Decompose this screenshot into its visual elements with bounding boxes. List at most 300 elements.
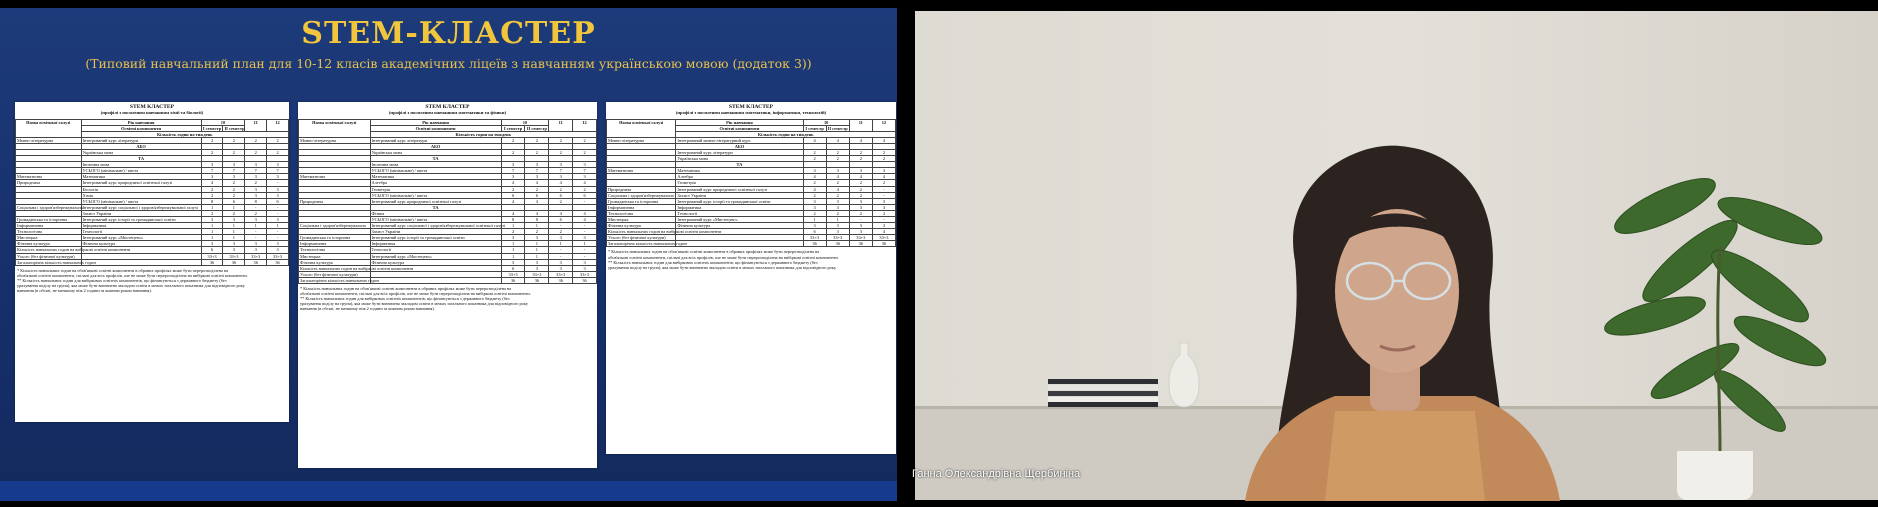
table-cell-area: Фізична культура: [607, 223, 676, 229]
table-cell-hours: -: [849, 217, 872, 223]
note-line: урахування поділу на групи), яка може бути визначена закладом освіти в межах загального показника для відповідного року.: [608, 264, 837, 270]
table-cell-hours: 6: [525, 192, 549, 198]
table-cell-hours: 3: [849, 223, 872, 229]
table-cell-hours: 4: [525, 180, 549, 186]
table-cell-area: Громадянська та історична: [299, 235, 371, 241]
table-cell-hours: 3: [573, 265, 597, 271]
table-cell-hours: 1: [223, 235, 245, 241]
table-cell-hours: 4: [849, 137, 872, 143]
table-cell-hours: 36: [201, 259, 223, 265]
table-cell-hours: 3: [267, 174, 289, 180]
table-cell-hours: 33+3: [525, 271, 549, 277]
table-cell-hours: 3: [849, 204, 872, 210]
column-header-semester-2: II семестр: [224, 125, 245, 131]
table-cell-hours: 1: [525, 247, 549, 253]
table-cell-hours: 2: [267, 137, 289, 143]
table-cell-component: АБО: [81, 143, 201, 149]
note-line: ** Кількість навчальних годин для вибіркових освітніх компонентів, що фінансуються з державного бюджету (без: [17, 277, 227, 283]
table-cell-hours: 3: [501, 174, 525, 180]
table-cell-hours: 2: [201, 186, 223, 192]
table-cell-hours: 6: [573, 192, 597, 198]
table-cell-hours: 36: [245, 259, 267, 265]
table-cell-component: Геометрія: [370, 186, 501, 192]
table-cell-hours: 3: [549, 174, 573, 180]
table-cell-component: Іноземна мова: [81, 162, 201, 168]
slide-bottom-band: [0, 481, 897, 501]
table-row: [16, 259, 289, 265]
table-cell-component: Інформатика: [81, 223, 201, 229]
table-cell-hours: 3: [245, 162, 267, 168]
table-cell-component: Українська мова: [676, 156, 803, 162]
table-cell-hours: 7: [525, 168, 549, 174]
column-header-area: Назва освітньої галузі: [299, 119, 371, 137]
table-cell-hours: 1: [803, 217, 826, 223]
table-cell-hours: 2: [826, 149, 849, 155]
table-cell-hours: 1: [223, 229, 245, 235]
table-cell-hours: 3: [573, 174, 597, 180]
table-cell-component: Захист України: [370, 229, 501, 235]
table-cell-hours: 6: [549, 217, 573, 223]
table-cell-hours: 4: [573, 180, 597, 186]
table-cell-hours: 3: [201, 241, 223, 247]
table-cell-component: Технології: [370, 247, 501, 253]
table-cell-hours: 1: [267, 223, 289, 229]
table-cell-hours: 3: [549, 259, 573, 265]
table-cell-hours: 3: [803, 204, 826, 210]
table-cell-component: Інтегрований курс «Мистецтво»: [81, 235, 201, 241]
table-cell-hours: 4: [872, 174, 895, 180]
table-cell-hours: 33+3: [573, 271, 597, 277]
table-cell-hours: 3: [525, 259, 549, 265]
table-cell-hours: 2: [849, 156, 872, 162]
table-cell-component: ТА: [370, 156, 501, 162]
table-cell-area: Природнича: [607, 186, 676, 192]
table-cell-hours: 2: [849, 149, 872, 155]
table-cell-component: [370, 277, 501, 283]
table-cell-hours: 3: [573, 162, 597, 168]
table-cell-area: Соціальна і здоров'язбережувальна: [17, 204, 83, 210]
table-cell-hours: 1: [525, 223, 549, 229]
table-cell-hours: 4: [501, 180, 525, 186]
table-cell-hours: 2: [573, 149, 597, 155]
note-line: * Кількість навчальних годин на обов'язкові освітні компоненти в обраних профілях може бути перерозподілена на: [608, 249, 820, 255]
curriculum-table: [15, 119, 289, 266]
table-cell-hours: 36: [573, 277, 597, 283]
table-cell-hours: 3: [223, 241, 245, 247]
table-cell-hours: 3: [849, 198, 872, 204]
table-cell-hours: 2: [549, 186, 573, 192]
table-cell-hours: 1: [525, 241, 549, 247]
table-cell-hours: 2: [549, 229, 573, 235]
table-cell-hours: 7: [223, 168, 245, 174]
table-cell-hours: 1: [245, 223, 267, 229]
table-cell-hours: 4: [872, 229, 895, 235]
table-row: [607, 241, 896, 247]
column-header-area: Назва освітньої галузі: [607, 119, 676, 137]
table-cell-area: Мистецька: [299, 253, 371, 259]
table-cell-hours: 3: [525, 174, 549, 180]
table-cell-component: Інтегрований курс природничої освітньої галузі: [370, 198, 501, 204]
table-cell-hours: 2: [223, 192, 245, 198]
table-cell-hours: 33+3: [849, 235, 872, 241]
column-header-year-12: 12: [267, 119, 289, 131]
table-cell-area: Мистецька: [607, 217, 676, 223]
table-cell-hours: -: [549, 247, 573, 253]
shared-screen-slide: [0, 8, 897, 501]
table-cell-component: Алгебра: [370, 180, 501, 186]
slide-title: STEM-КЛАСТЕР: [301, 16, 596, 51]
table-cell-hours: 2: [826, 180, 849, 186]
table-cell-hours: 2: [872, 149, 895, 155]
table-cell-component: Інтегрований курс історії та громадянської освіти: [81, 217, 201, 223]
table-cell-hours: 2: [501, 229, 525, 235]
table-cell-hours: 7: [549, 168, 573, 174]
table-cell-hours: 4: [826, 186, 849, 192]
table-cell-hours: 3: [872, 204, 895, 210]
table-cell-component: Інтегрований курс «Мистецтво»: [370, 253, 501, 259]
table-cell-component: Хімія: [81, 192, 201, 198]
participant-name-label: Ганна Олександрівна Щербиніна: [912, 468, 1081, 480]
table-cell-hours: 2: [223, 137, 245, 143]
table-cell-hours: 2: [549, 137, 573, 143]
table-cell-hours: 3: [525, 265, 549, 271]
table-cell-component: Інтегрований курс соціальної і здоров'язбережувальної галузі: [81, 204, 201, 210]
table-cell-component: Інтегрований курс історії та громадянської освіти: [676, 198, 803, 204]
table-cell-component: ТА: [81, 156, 201, 162]
table-cell-hours: 3: [826, 168, 849, 174]
table-cell-hours: 8: [525, 217, 549, 223]
column-header-semester-1: I семестр: [803, 125, 826, 131]
table-cell-component: Інтегрований курс літератури: [81, 137, 201, 143]
table-cell-component: Інтегрований мовно-літературний курс: [676, 137, 803, 143]
table-cell-hours: 4: [525, 210, 549, 216]
table-cell-area: Громадянська та історична: [607, 198, 676, 204]
table-cell-hours: 3: [803, 168, 826, 174]
table-cell-hours: 3: [573, 235, 597, 241]
table-cell-hours: 3: [872, 198, 895, 204]
doc-notes: [15, 266, 289, 293]
table-cell-hours: 3: [525, 162, 549, 168]
curriculum-table-chemistry-biology: [15, 102, 289, 422]
table-cell-hours: 6: [803, 229, 826, 235]
participant-video-tile[interactable]: [915, 11, 1878, 500]
note-line: урахування поділу на групи), яка може бути визначена закладом освіти в межах загального показника для відповідного року: [17, 283, 245, 289]
curriculum-table: [606, 119, 896, 248]
table-cell-area: Математична: [299, 174, 371, 180]
table-cell-hours: 3: [826, 204, 849, 210]
table-cell-component: Біологія: [81, 186, 201, 192]
table-cell-hours: 3: [267, 241, 289, 247]
note-line: * Кількість навчальних годин на обов'язкові освітні компоненти в обраних профілях може бути перерозподілена на: [300, 286, 512, 292]
table-cell-hours: 2: [826, 192, 849, 198]
table-cell-hours: 3: [223, 174, 245, 180]
table-cell-hours: -: [872, 192, 895, 198]
table-cell-hours: 2: [267, 149, 289, 155]
table-cell-hours: 33+3: [872, 235, 895, 241]
table-cell-component: Фізична культура: [676, 223, 803, 229]
table-cell-hours: 3: [849, 229, 872, 235]
table-cell-hours: 3: [501, 162, 525, 168]
table-cell-hours: -: [872, 186, 895, 192]
table-cell-hours: 2: [872, 156, 895, 162]
books-stack: [1048, 379, 1158, 407]
table-cell-area: Кількість навчальних годин на вибіркові освітні компоненти: [17, 247, 131, 253]
table-cell-component: Інтегрований курс «Мистецтво»: [676, 217, 803, 223]
column-header-semester-2: II семестр: [827, 125, 848, 131]
table-cell-hours: 3: [245, 192, 267, 198]
doc-heading: STEM КЛАСТЕР: [425, 104, 470, 110]
table-cell-hours: 1: [573, 241, 597, 247]
participant-person-image: [1185, 141, 1605, 501]
table-cell-area: Мовно-літературна: [16, 137, 82, 143]
table-cell-hours: 2: [223, 149, 245, 155]
column-header-semester-2: II семестр: [526, 125, 547, 131]
table-cell-area: Фізична культура: [299, 259, 371, 265]
table-cell-hours: 2: [501, 186, 525, 192]
table-cell-hours: 6: [549, 192, 573, 198]
table-cell-area: Технологічна: [299, 247, 371, 253]
table-cell-hours: 6: [201, 247, 223, 253]
table-cell-component: АБО: [676, 143, 803, 149]
table-cell-component: Інтегрований курс природничої освітньої галузі: [81, 180, 201, 186]
table-cell-hours: 4: [826, 174, 849, 180]
table-cell-component: Інтегрований курс історії та громадянської освіти: [370, 235, 501, 241]
table-cell-area: Мистецька: [16, 235, 82, 241]
table-cell-hours: 2: [849, 186, 872, 192]
table-cell-area: Загальнорічна кількість навчальних годин: [608, 241, 687, 247]
slide-subtitle: (Типовий навчальний план для 10-12 класів академічних ліцеїв з навчанням українською мовою (додаток 3)): [85, 56, 812, 71]
table-cell-hours: 1: [201, 223, 223, 229]
table-cell-component: Захист України: [676, 192, 803, 198]
table-cell-component: Інтегрований курс природничої освітньої галузі: [676, 186, 803, 192]
note-line: обов'язкові освітні компоненти, спільні для всіх профілів, але не може бути перерозподілена на вибіркові освітні компоненти.: [608, 254, 839, 260]
table-cell-area: Усього (без фізичної культури): [16, 253, 82, 259]
table-cell-hours: 2: [872, 210, 895, 216]
note-line: обов'язкові освітні компоненти, спільні для всіх профілів, але не може бути перерозподілена на вибіркові освітні компоненти.: [300, 291, 531, 297]
table-cell-component: Інтегрований курс літератури: [676, 149, 803, 155]
table-cell-hours: -: [267, 229, 289, 235]
table-cell-hours: -: [549, 253, 573, 259]
plant-pot: [1677, 451, 1753, 500]
table-cell-hours: 1: [223, 223, 245, 229]
table-cell-hours: 36: [267, 259, 289, 265]
table-cell-hours: 8: [245, 198, 267, 204]
table-cell-hours: 3: [826, 229, 849, 235]
table-cell-hours: 33+3: [201, 253, 223, 259]
table-cell-hours: 3: [803, 198, 826, 204]
column-header-year-10: 10: [201, 119, 245, 125]
table-cell-hours: -: [267, 180, 289, 186]
table-cell-hours: 2: [245, 149, 267, 155]
table-cell-area: Усього (без фізичної культури): [607, 235, 676, 241]
table-cell-component: УСЬОГО (мінімальне) / квота: [81, 168, 201, 174]
table-cell-hours: 6: [501, 192, 525, 198]
table-cell-hours: 2: [201, 149, 223, 155]
table-cell-component: Інтегрований курс літератури: [370, 137, 501, 143]
table-cell-hours: 2: [849, 192, 872, 198]
table-cell-area: Мовно-літературна: [299, 137, 371, 143]
table-cell-area: Технологічна: [16, 229, 82, 235]
table-cell-area: Математична: [16, 174, 82, 180]
table-cell-hours: -: [549, 223, 573, 229]
table-cell-hours: 7: [245, 168, 267, 174]
table-cell-component: Інтегрований курс соціальної і здоров'язбережувальної освітньої галузі: [371, 223, 506, 229]
column-header-hours: Кількість годин на тиждень: [81, 131, 288, 137]
table-cell-component: АБО: [370, 143, 501, 149]
table-cell-hours: 4: [803, 174, 826, 180]
table-cell-hours: 36: [223, 259, 245, 265]
table-cell-hours: 2: [826, 210, 849, 216]
curriculum-table: [298, 119, 597, 285]
table-cell-hours: 2: [525, 229, 549, 235]
table-cell-hours: 3: [201, 162, 223, 168]
table-cell-component: Інформатика: [676, 204, 803, 210]
table-cell-hours: 36: [525, 277, 549, 283]
table-cell-hours: 2: [803, 156, 826, 162]
table-cell-hours: 2: [245, 137, 267, 143]
table-cell-hours: 2: [201, 210, 223, 216]
table-cell-hours: -: [267, 210, 289, 216]
note-line: ** Кількість навчальних годин для вибіркових освітніх компонентів, що фінансуються з державного бюджету (без: [608, 259, 818, 265]
table-cell-hours: 1: [201, 229, 223, 235]
table-cell-hours: 36: [872, 241, 895, 247]
table-cell-hours: 2: [245, 210, 267, 216]
plant-image: [1595, 166, 1845, 456]
table-cell-hours: 36: [849, 241, 872, 247]
table-cell-hours: 2: [549, 198, 573, 204]
table-cell-hours: 4: [826, 137, 849, 143]
table-cell-hours: 2: [803, 180, 826, 186]
table-cell-component: Технології: [81, 229, 201, 235]
doc-heading: STEM КЛАСТЕР: [129, 104, 175, 110]
table-cell-hours: 33+3: [549, 271, 573, 277]
column-header-year-11: 11: [245, 119, 267, 131]
table-cell-hours: 3: [245, 217, 267, 223]
doc-subheading: (профілі з посиленим навчанням математики та фізики): [388, 110, 507, 116]
note-line: * Кількість навчальних годин на обов'язкові освітні компоненти в обраних профілях може бути перерозподілена на: [17, 267, 229, 273]
table-cell-hours: 3: [525, 235, 549, 241]
table-cell-component: УСЬОГО (мінімальне) / квота: [370, 192, 501, 198]
table-cell-hours: -: [267, 204, 289, 210]
table-cell-component: УСЬОГО (мінімальне) / квота: [370, 217, 501, 223]
doc-notes: [298, 284, 597, 311]
table-cell-hours: 1: [525, 253, 549, 259]
column-header-area: Назва освітньої галузі: [16, 119, 82, 137]
table-cell-area: Інформатична: [299, 241, 371, 247]
table-cell-hours: 1: [201, 204, 223, 210]
table-cell-hours: 33+3: [826, 235, 849, 241]
table-cell-hours: 3: [549, 162, 573, 168]
table-cell-component: Математика: [370, 174, 501, 180]
table-cell-hours: -: [573, 223, 597, 229]
table-cell-hours: 2: [223, 186, 245, 192]
table-cell-area: Природнича: [16, 180, 82, 186]
note-line: урахування поділу на групи), яка може бути визначена закладом освіти в межах загального показника для відповідного року: [300, 301, 528, 307]
table-cell-hours: 2: [549, 149, 573, 155]
table-cell-area: Математична: [607, 168, 676, 174]
column-header-year: Рік навчання: [676, 119, 803, 125]
table-cell-component: Фізика: [370, 210, 501, 216]
table-cell-component: Алгебра: [676, 174, 803, 180]
table-cell-hours: 36: [826, 241, 849, 247]
table-cell-hours: 3: [267, 186, 289, 192]
table-cell-hours: -: [245, 204, 267, 210]
table-cell-hours: 2: [201, 192, 223, 198]
column-header-year-11: 11: [549, 119, 573, 131]
table-cell-hours: 2: [573, 137, 597, 143]
table-cell-hours: 3: [245, 174, 267, 180]
table-cell-hours: 6: [223, 198, 245, 204]
table-cell-hours: 4: [573, 210, 597, 216]
table-cell-hours: 2: [501, 149, 525, 155]
table-cell-hours: 3: [223, 217, 245, 223]
table-cell-component: Математика: [81, 174, 201, 180]
table-cell-hours: -: [573, 229, 597, 235]
table-cell-hours: 3: [872, 168, 895, 174]
table-cell-hours: 4: [803, 186, 826, 192]
table-cell-hours: 3: [245, 247, 267, 253]
table-cell-component: [81, 259, 201, 265]
table-cell-hours: 36: [803, 241, 826, 247]
table-cell-component: Українська мова: [370, 149, 501, 155]
table-cell-hours: 7: [501, 168, 525, 174]
table-cell-area: Кількість навчальних годин на вибіркові освітні компоненти: [300, 265, 414, 271]
column-header-hours: Кількість годин на тиждень: [676, 131, 896, 137]
table-row: [299, 277, 597, 283]
table-cell-component: ТА: [370, 204, 501, 210]
column-header-components: Освітні компоненти: [676, 125, 803, 131]
table-cell-component: Захист України: [81, 210, 201, 216]
table-cell-hours: 33+3: [803, 235, 826, 241]
table-cell-hours: 3: [501, 259, 525, 265]
table-cell-hours: 3: [201, 217, 223, 223]
table-cell-hours: 2: [525, 137, 549, 143]
table-cell-hours: 2: [849, 180, 872, 186]
table-cell-area: Мовно-літературна: [607, 137, 676, 143]
table-cell-hours: 3: [872, 223, 895, 229]
table-cell-hours: 4: [849, 174, 872, 180]
table-cell-component: Фізична культура: [370, 259, 501, 265]
table-cell-hours: 3: [849, 168, 872, 174]
table-cell-component: Фізична культура: [81, 241, 201, 247]
column-header-components: Освітні компоненти: [370, 125, 501, 131]
table-cell-hours: 1: [501, 253, 525, 259]
column-header-year: Рік навчання: [81, 119, 201, 125]
table-cell-hours: 7: [267, 168, 289, 174]
table-cell-hours: -: [245, 235, 267, 241]
table-cell-component: Математика: [676, 168, 803, 174]
table-cell-hours: 2: [849, 210, 872, 216]
table-cell-hours: 3: [826, 198, 849, 204]
table-cell-hours: 8: [201, 198, 223, 204]
table-cell-hours: 3: [267, 217, 289, 223]
doc-subheading: (профілі з посиленим навчанням математики, інформатики, технологій): [675, 110, 827, 116]
table-cell-area: Фізична культура: [16, 241, 82, 247]
table-cell-hours: 3: [826, 223, 849, 229]
table-cell-hours: 4: [549, 210, 573, 216]
doc-subheading: (профілі з посиленим навчанням хімії та біології): [100, 110, 204, 116]
note-line: навчання (в обсязі, не меншому ніж 2 години за кожним роком навчання).: [17, 288, 152, 294]
table-cell-hours: 2: [872, 180, 895, 186]
table-cell-hours: 3: [267, 247, 289, 253]
table-cell-hours: -: [872, 217, 895, 223]
table-cell-component: [676, 241, 803, 247]
table-cell-component: Технології: [676, 210, 803, 216]
table-cell-hours: 2: [803, 192, 826, 198]
table-cell-area: Технологічна: [607, 210, 676, 216]
table-cell-component: Геометрія: [676, 180, 803, 186]
column-header-semester-1: I семестр: [202, 125, 222, 131]
